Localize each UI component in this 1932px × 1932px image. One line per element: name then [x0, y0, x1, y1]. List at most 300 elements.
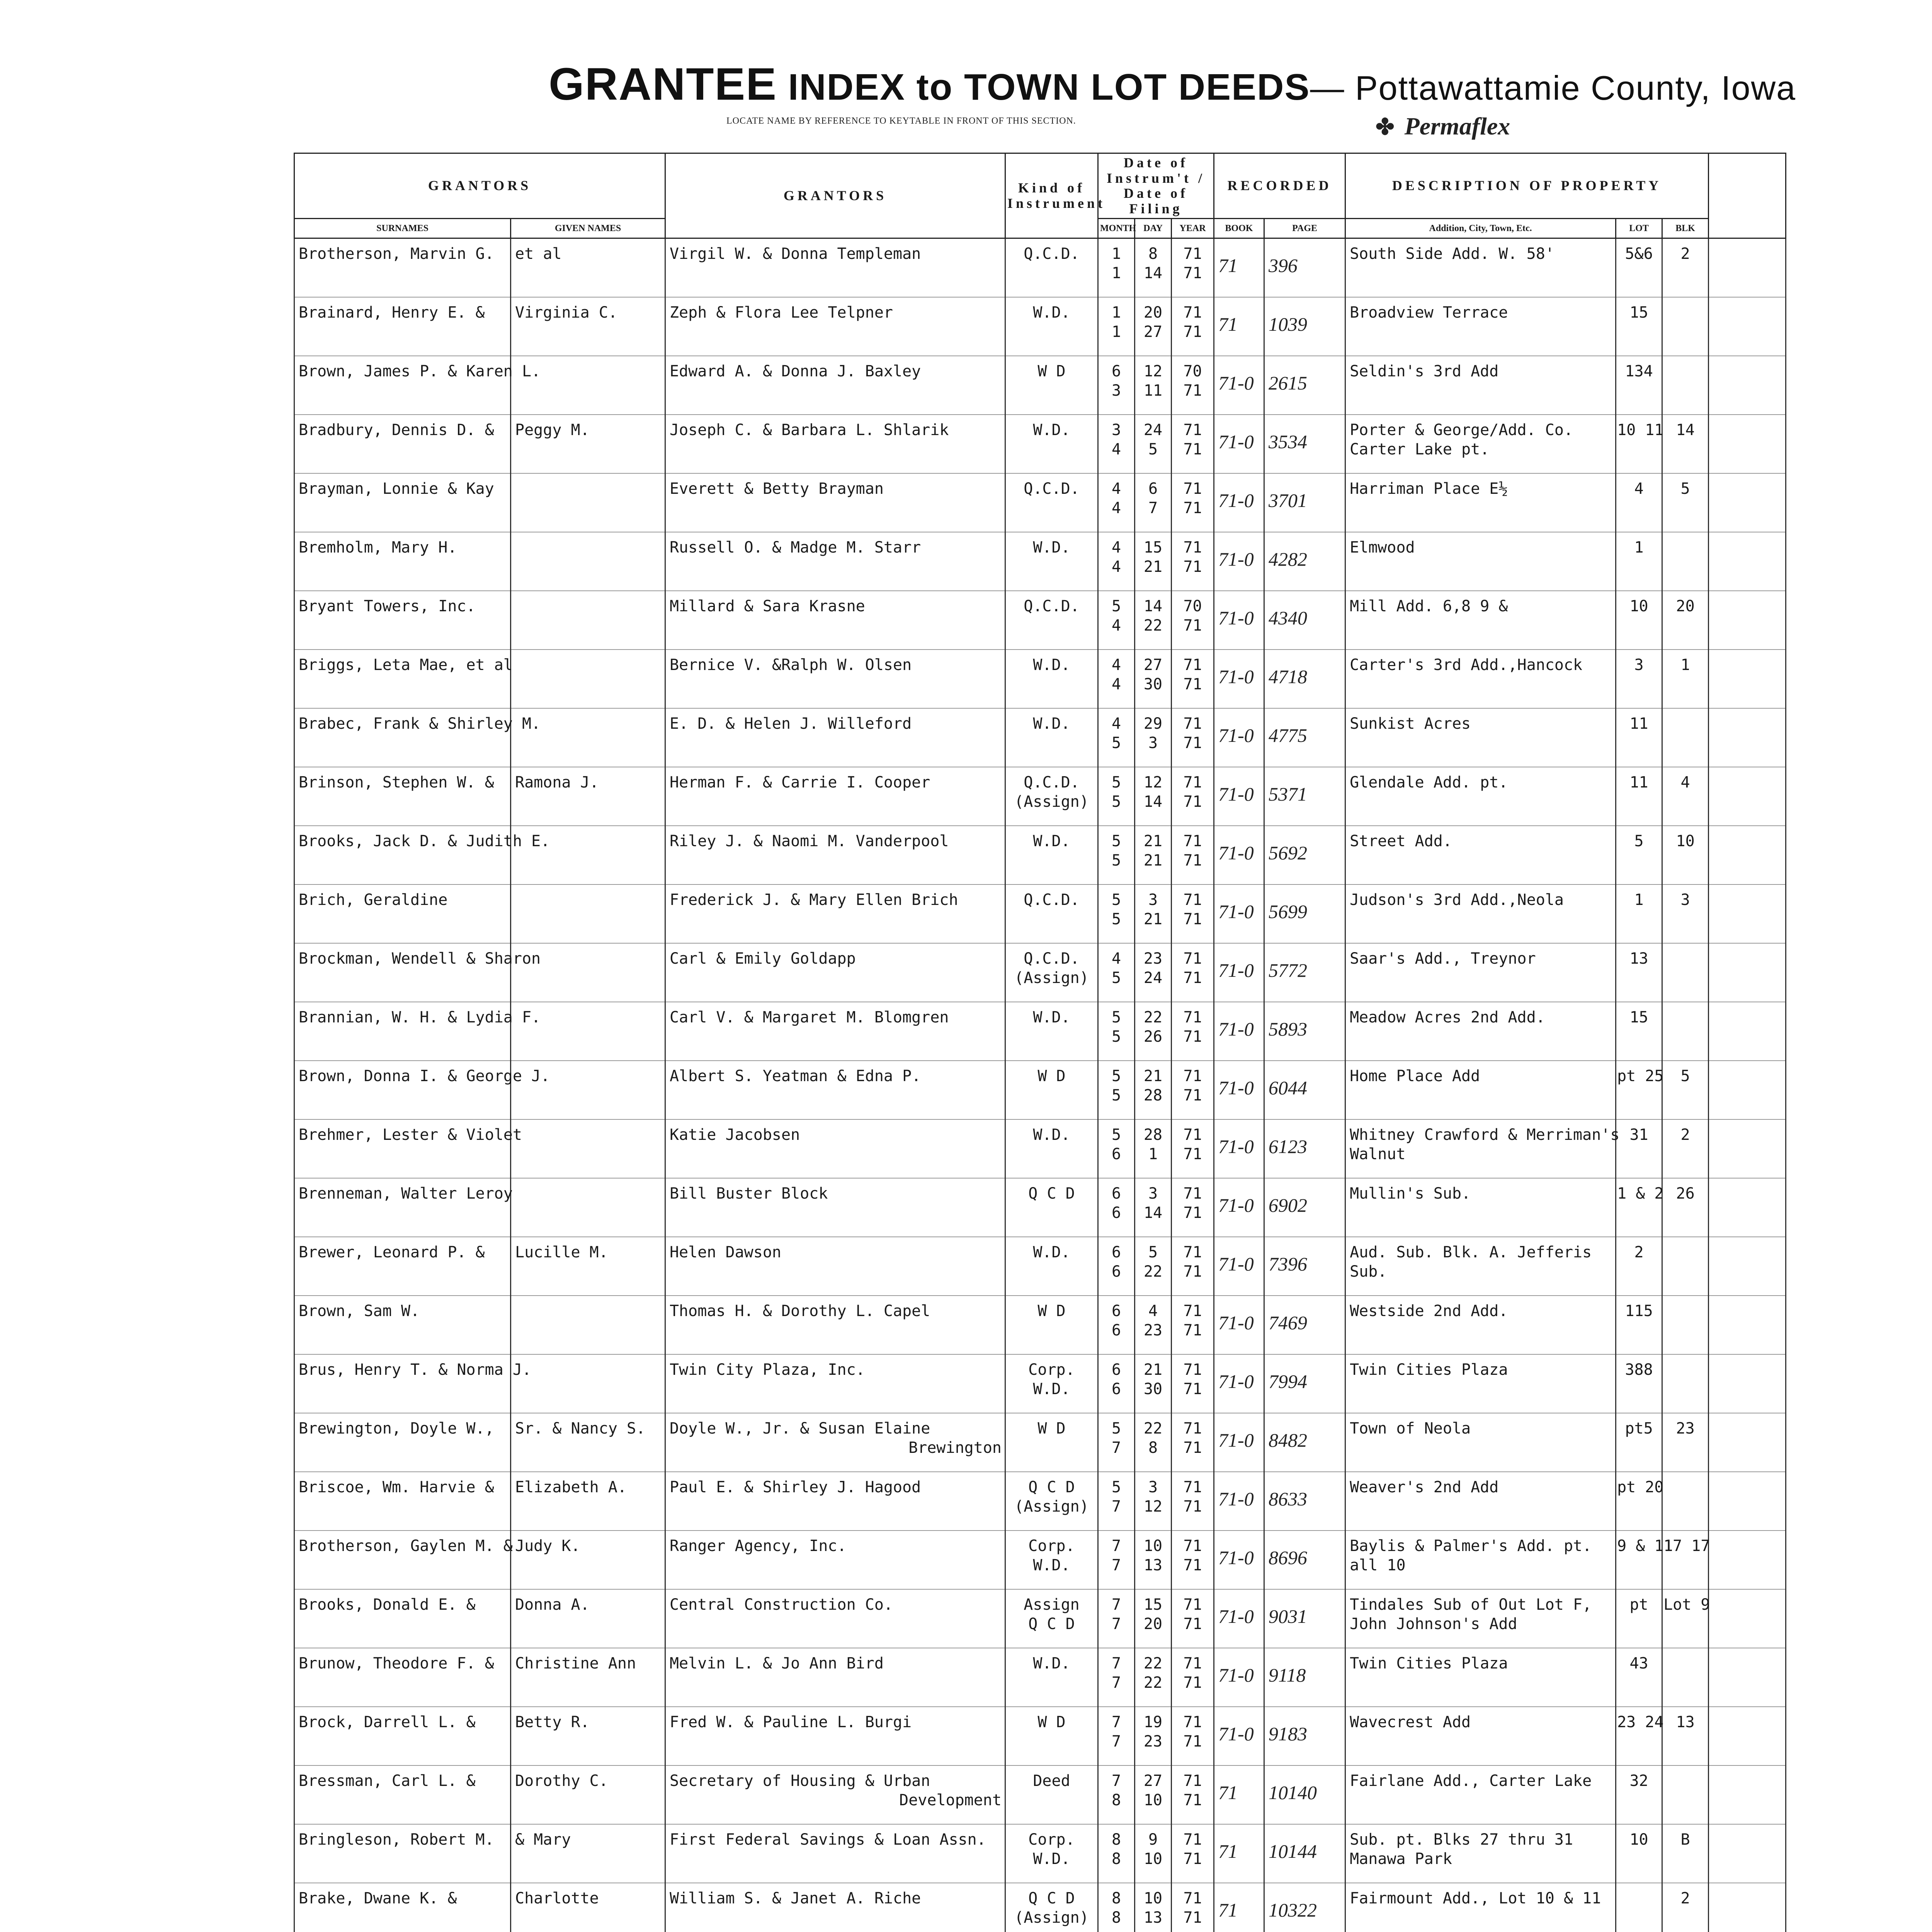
blank-cell [1709, 1472, 1786, 1531]
property-lot: 11 [1616, 708, 1662, 767]
blank-cell [1709, 1296, 1786, 1354]
grantee-surname: Brown, Sam W. [294, 1296, 511, 1354]
date-day-line: 22 [1143, 1654, 1163, 1672]
date-year [1172, 767, 1214, 826]
property-addition-line: Aud. Sub. Blk. A. Jefferis [1350, 1243, 1592, 1261]
date-year-line: 71 [1183, 1126, 1202, 1144]
instrument-kind [1005, 943, 1098, 1002]
date-month [1098, 1061, 1135, 1119]
date-day-line: 23 [1143, 1321, 1163, 1339]
brand-logo [1376, 112, 1510, 141]
grantor-names: Helen Dawson [665, 1237, 1005, 1296]
property-lot: 134 [1616, 356, 1662, 415]
property-addition-line: John Johnson's Add [1350, 1615, 1517, 1633]
date-day-line: 22 [1143, 1419, 1163, 1437]
blank-cell [1709, 473, 1786, 532]
date-year-line: 71 [1183, 1791, 1202, 1809]
date-month [1098, 1237, 1135, 1296]
property-lot: 4 [1616, 473, 1662, 532]
blank-cell [1709, 1119, 1786, 1178]
date-month-line: 4 [1111, 499, 1121, 517]
date-month-line: 5 [1111, 773, 1121, 791]
date-month [1098, 473, 1135, 532]
grantee-given-names: Christine Ann [511, 1648, 665, 1707]
index-rows [294, 238, 1786, 1932]
property-addition [1345, 238, 1616, 297]
grantor-names: Albert S. Yeatman & Edna P. [665, 1061, 1005, 1119]
date-month [1098, 1648, 1135, 1707]
property-lot: 11 [1616, 767, 1662, 826]
date-year [1172, 1531, 1214, 1589]
date-day-line: 22 [1143, 1262, 1163, 1281]
date-year [1172, 473, 1214, 532]
date-year [1172, 1119, 1214, 1178]
property-addition [1345, 1354, 1616, 1413]
date-month [1098, 650, 1135, 708]
date-day-line: 27 [1143, 656, 1163, 674]
date-day-line: 12 [1143, 773, 1163, 791]
property-lot: 43 [1616, 1648, 1662, 1707]
table-row [294, 473, 1786, 532]
date-year-line: 70 [1183, 362, 1202, 380]
date-day-line: 3 [1148, 891, 1158, 909]
date-day [1135, 415, 1172, 473]
date-month-line: 6 [1111, 1243, 1121, 1261]
recorded-page: 9183 [1264, 1707, 1345, 1765]
date-year-line: 71 [1183, 949, 1202, 968]
date-year-line: 71 [1183, 1380, 1202, 1398]
property-block: 26 [1662, 1178, 1709, 1237]
date-day-line: 26 [1143, 1027, 1163, 1046]
grantor-names: Thomas H. & Dorothy L. Capel [665, 1296, 1005, 1354]
property-block: 23 [1662, 1413, 1709, 1472]
date-year-line: 71 [1183, 714, 1202, 733]
property-addition-line: Westside 2nd Add. [1350, 1302, 1508, 1320]
recorded-book: 71-0 [1214, 1002, 1264, 1061]
recorded-page: 4718 [1264, 650, 1345, 708]
instrument-kind [1005, 1413, 1098, 1472]
table-row [294, 650, 1786, 708]
date-year [1172, 1707, 1214, 1765]
date-day [1135, 650, 1172, 708]
date-day [1135, 708, 1172, 767]
date-month-line: 4 [1111, 538, 1121, 556]
date-day-line: 10 [1143, 1791, 1163, 1809]
instrument-kind-line: Q.C.D. [1024, 949, 1080, 968]
date-year-line: 71 [1183, 656, 1202, 674]
date-year-line: 71 [1183, 851, 1202, 869]
property-lot: 1 [1616, 532, 1662, 591]
date-day-line: 24 [1143, 969, 1163, 987]
recorded-page: 5699 [1264, 884, 1345, 943]
grantee-surname: Brown, James P. & Karen L. [294, 356, 511, 415]
col-blank [1709, 153, 1786, 238]
date-month [1098, 1472, 1135, 1531]
property-addition-line: Elmwood [1350, 538, 1415, 556]
col-given-names: GIVEN NAMES [511, 219, 665, 238]
instrument-kind-line: Q.C.D. [1024, 891, 1080, 909]
table-row [294, 1589, 1786, 1648]
property-addition [1345, 650, 1616, 708]
property-lot: pt 20 [1616, 1472, 1662, 1531]
property-addition-line: Baylis & Palmer's Add. pt. [1350, 1537, 1592, 1555]
date-day-line: 13 [1143, 1908, 1163, 1927]
date-year-line: 71 [1183, 1008, 1202, 1026]
instrument-kind [1005, 1589, 1098, 1648]
property-addition [1345, 591, 1616, 650]
col-day: DAY [1135, 219, 1172, 238]
grantee-given-names: & Mary [511, 1824, 665, 1883]
date-year-line: 71 [1183, 910, 1202, 928]
date-year-line: 71 [1183, 1830, 1202, 1849]
recorded-book: 71 [1214, 297, 1264, 356]
date-year [1172, 1296, 1214, 1354]
grantor-names: Zeph & Flora Lee Telpner [665, 297, 1005, 356]
date-day-line: 15 [1143, 1595, 1163, 1614]
date-year-line: 71 [1183, 1027, 1202, 1046]
grantor-names: Virgil W. & Donna Templeman [665, 238, 1005, 297]
instrument-kind-line: Q C D [1028, 1184, 1075, 1202]
property-lot: 115 [1616, 1296, 1662, 1354]
property-addition-line: Saar's Add., Treynor [1350, 949, 1536, 968]
recorded-page: 5772 [1264, 943, 1345, 1002]
date-day [1135, 884, 1172, 943]
date-day [1135, 532, 1172, 591]
recorded-page: 2615 [1264, 356, 1345, 415]
table-row [294, 708, 1786, 767]
date-year-line: 71 [1183, 323, 1202, 341]
table-row [294, 1178, 1786, 1237]
date-day-line: 23 [1143, 1732, 1163, 1750]
date-year-line: 71 [1183, 1537, 1202, 1555]
date-year [1172, 1354, 1214, 1413]
property-block: Lot 9 [1662, 1589, 1709, 1648]
date-month-line: 7 [1111, 1713, 1121, 1731]
date-year-line: 71 [1183, 1262, 1202, 1281]
date-year-line: 71 [1183, 773, 1202, 791]
recorded-page: 8482 [1264, 1413, 1345, 1472]
table-row [294, 1296, 1786, 1354]
property-addition [1345, 1296, 1616, 1354]
recorded-page: 9118 [1264, 1648, 1345, 1707]
col-grantors: GRANTORS [665, 153, 1005, 238]
instrument-kind [1005, 1119, 1098, 1178]
recorded-page: 5371 [1264, 767, 1345, 826]
property-block [1662, 297, 1709, 356]
date-day [1135, 1531, 1172, 1589]
date-month-line: 3 [1111, 421, 1121, 439]
grantee-surname: Brannian, W. H. & Lydia F. [294, 1002, 511, 1061]
col-page: PAGE [1264, 219, 1345, 238]
recorded-page: 8696 [1264, 1531, 1345, 1589]
date-year-line: 71 [1183, 480, 1202, 498]
date-month-line: 5 [1111, 1419, 1121, 1437]
date-year-line: 71 [1183, 303, 1202, 321]
property-lot: 31 [1616, 1119, 1662, 1178]
date-day [1135, 1237, 1172, 1296]
blank-cell [1709, 826, 1786, 884]
date-month-line: 8 [1111, 1830, 1121, 1849]
recorded-book: 71-0 [1214, 1589, 1264, 1648]
property-block [1662, 1237, 1709, 1296]
property-block [1662, 1354, 1709, 1413]
property-lot: 10 [1616, 1824, 1662, 1883]
property-addition [1345, 473, 1616, 532]
table-row [294, 1002, 1786, 1061]
property-block [1662, 1002, 1709, 1061]
date-month-line: 5 [1111, 597, 1121, 615]
grantee-given-names: Virginia C. [511, 297, 665, 356]
date-year [1172, 708, 1214, 767]
date-day-line: 27 [1143, 323, 1163, 341]
date-month-line: 7 [1111, 1595, 1121, 1614]
instrument-kind [1005, 650, 1098, 708]
recorded-book: 71-0 [1214, 1178, 1264, 1237]
date-month-line: 6 [1111, 1380, 1121, 1398]
grantor-names: Katie Jacobsen [665, 1119, 1005, 1178]
col-year: YEAR [1172, 219, 1214, 238]
property-block: 5 [1662, 1061, 1709, 1119]
date-day [1135, 1883, 1172, 1932]
date-day-line: 5 [1148, 1243, 1158, 1261]
date-day [1135, 1061, 1172, 1119]
property-addition-line: Seldin's 3rd Add [1350, 362, 1499, 380]
date-day-line: 11 [1143, 381, 1163, 400]
recorded-book: 71-0 [1214, 1061, 1264, 1119]
date-day-line: 30 [1143, 675, 1163, 693]
instrument-kind-line: W.D. [1033, 1380, 1070, 1398]
instrument-kind [1005, 1354, 1098, 1413]
date-year-line: 71 [1183, 245, 1202, 263]
date-day [1135, 1413, 1172, 1472]
recorded-book: 71-0 [1214, 1296, 1264, 1354]
col-blk: BLK [1662, 219, 1709, 238]
date-year-line: 71 [1183, 891, 1202, 909]
grantor-names: Fred W. & Pauline L. Burgi [665, 1707, 1005, 1765]
recorded-page: 8633 [1264, 1472, 1345, 1531]
date-day [1135, 826, 1172, 884]
property-addition [1345, 1765, 1616, 1824]
recorded-page: 4282 [1264, 532, 1345, 591]
property-addition-line: Meadow Acres 2nd Add. [1350, 1008, 1545, 1026]
date-month-line: 7 [1111, 1673, 1121, 1692]
blank-cell [1709, 1413, 1786, 1472]
date-year-line: 71 [1183, 1497, 1202, 1515]
date-day-line: 22 [1143, 1008, 1163, 1026]
recorded-book: 71 [1214, 1883, 1264, 1932]
property-lot: 13 [1616, 943, 1662, 1002]
blank-cell [1709, 1648, 1786, 1707]
date-day-line: 13 [1143, 1556, 1163, 1574]
col-lot: LOT [1616, 219, 1662, 238]
grantee-surname: Brewer, Leonard P. & [294, 1237, 511, 1296]
date-day-line: 10 [1143, 1850, 1163, 1868]
table-row [294, 1883, 1786, 1932]
table-row [294, 1648, 1786, 1707]
property-lot: 5&6 [1616, 238, 1662, 297]
date-month-line: 6 [1111, 1361, 1121, 1379]
property-addition-line: Judson's 3rd Add.,Neola [1350, 891, 1564, 909]
grantee-given-names: Betty R. [511, 1707, 665, 1765]
grantee-given-names [511, 884, 665, 943]
property-block: 4 [1662, 767, 1709, 826]
property-block: 17 17 [1662, 1531, 1709, 1589]
blank-cell [1709, 884, 1786, 943]
property-lot: pt5 [1616, 1413, 1662, 1472]
grantee-surname: Bremholm, Mary H. [294, 532, 511, 591]
grantor-names: E. D. & Helen J. Willeford [665, 708, 1005, 767]
date-year-line: 71 [1183, 969, 1202, 987]
instrument-kind [1005, 1237, 1098, 1296]
title-main: GRANTEE [549, 59, 777, 110]
property-addition [1345, 1472, 1616, 1531]
date-year [1172, 1765, 1214, 1824]
blank-cell [1709, 591, 1786, 650]
col-dates: Date of Instrum't / Date of Filing [1098, 153, 1214, 219]
date-month [1098, 1296, 1135, 1354]
date-month-line: 5 [1111, 1008, 1121, 1026]
date-month [1098, 356, 1135, 415]
table-row [294, 297, 1786, 356]
recorded-page: 3701 [1264, 473, 1345, 532]
instrument-kind [1005, 532, 1098, 591]
date-month-line: 5 [1111, 969, 1121, 987]
date-year [1172, 591, 1214, 650]
grantee-surname: Brooks, Donald E. & [294, 1589, 511, 1648]
date-year-line: 71 [1183, 1302, 1202, 1320]
date-day-line: 30 [1143, 1380, 1163, 1398]
grantee-surname: Brunow, Theodore F. & [294, 1648, 511, 1707]
property-block: 10 [1662, 826, 1709, 884]
date-year-line: 71 [1183, 381, 1202, 400]
grantee-surname: Bringleson, Robert M. [294, 1824, 511, 1883]
table-row [294, 1061, 1786, 1119]
property-addition [1345, 1413, 1616, 1472]
property-addition-line: Carter's 3rd Add.,Hancock [1350, 656, 1583, 674]
grantee-surname: Brich, Geraldine [294, 884, 511, 943]
date-month-line: 7 [1111, 1772, 1121, 1790]
blank-cell [1709, 767, 1786, 826]
property-lot: 9 & 11 [1616, 1531, 1662, 1589]
date-month [1098, 767, 1135, 826]
date-month-line: 6 [1111, 1262, 1121, 1281]
property-addition [1345, 1648, 1616, 1707]
recorded-book: 71-0 [1214, 826, 1264, 884]
blank-cell [1709, 238, 1786, 297]
date-year-line: 71 [1183, 1615, 1202, 1633]
date-day [1135, 1296, 1172, 1354]
instrument-kind-line: Q.C.D. [1024, 480, 1080, 498]
date-month-line: 7 [1111, 1615, 1121, 1633]
date-year-line: 71 [1183, 1321, 1202, 1339]
grantee-surname: Brinson, Stephen W. & [294, 767, 511, 826]
title-county: — Pottawattamie County, Iowa [1310, 69, 1796, 107]
recorded-book: 71-0 [1214, 1707, 1264, 1765]
date-day [1135, 356, 1172, 415]
recorded-book: 71 [1214, 1824, 1264, 1883]
date-day-line: 21 [1143, 1361, 1163, 1379]
property-addition [1345, 1002, 1616, 1061]
property-addition [1345, 708, 1616, 767]
date-month-line: 8 [1111, 1889, 1121, 1907]
property-addition [1345, 943, 1616, 1002]
grantor-names: Melvin L. & Jo Ann Bird [665, 1648, 1005, 1707]
property-addition-line: Twin Cities Plaza [1350, 1654, 1508, 1672]
property-addition-line: Broadview Terrace [1350, 303, 1508, 321]
property-addition [1345, 826, 1616, 884]
property-block [1662, 356, 1709, 415]
date-month-line: 5 [1111, 891, 1121, 909]
recorded-book: 71-0 [1214, 1119, 1264, 1178]
property-lot: 388 [1616, 1354, 1662, 1413]
date-month-line: 4 [1111, 675, 1121, 693]
instrument-kind [1005, 473, 1098, 532]
date-month-line: 1 [1111, 303, 1121, 321]
date-day-line: 8 [1148, 1439, 1158, 1457]
grantee-given-names: Judy K. [511, 1531, 665, 1589]
date-day [1135, 1472, 1172, 1531]
date-day-line: 21 [1143, 558, 1163, 576]
recorded-page: 6123 [1264, 1119, 1345, 1178]
instrument-kind [1005, 591, 1098, 650]
date-year [1172, 1178, 1214, 1237]
date-month [1098, 1765, 1135, 1824]
date-day-line: 3 [1148, 1184, 1158, 1202]
recorded-page: 6044 [1264, 1061, 1345, 1119]
date-year-line: 71 [1183, 440, 1202, 458]
recorded-page: 6902 [1264, 1178, 1345, 1237]
property-addition-line: Twin Cities Plaza [1350, 1361, 1508, 1379]
table-row [294, 356, 1786, 415]
instrument-kind-line: W.D. [1033, 538, 1070, 556]
instrument-kind-line: W.D. [1033, 714, 1070, 733]
instrument-kind-line: W D [1037, 362, 1066, 380]
grantor-names: Frederick J. & Mary Ellen Brich [665, 884, 1005, 943]
date-year [1172, 1061, 1214, 1119]
table-row [294, 1354, 1786, 1413]
table-row [294, 591, 1786, 650]
grantee-surname: Briscoe, Wm. Harvie & [294, 1472, 511, 1531]
date-day [1135, 1589, 1172, 1648]
instrument-kind [1005, 1061, 1098, 1119]
property-lot [1616, 1883, 1662, 1932]
instrument-kind-line: Q.C.D. [1024, 773, 1080, 791]
instrument-kind-line: W.D. [1033, 303, 1070, 321]
date-day-line: 20 [1143, 303, 1163, 321]
recorded-page: 4340 [1264, 591, 1345, 650]
blank-cell [1709, 1883, 1786, 1932]
date-month [1098, 884, 1135, 943]
date-month [1098, 1002, 1135, 1061]
property-addition [1345, 884, 1616, 943]
col-description: DESCRIPTION OF PROPERTY [1345, 153, 1709, 219]
grantee-surname: Brake, Dwane K. & [294, 1883, 511, 1932]
instrument-kind [1005, 1002, 1098, 1061]
date-month-line: 7 [1111, 1732, 1121, 1750]
date-day-line: 21 [1143, 1067, 1163, 1085]
property-lot: 10 11 [1616, 415, 1662, 473]
grantee-given-names [511, 591, 665, 650]
instrument-kind-line: Assign [1024, 1595, 1080, 1614]
property-addition-line: Whitney Crawford & Merriman's [1350, 1126, 1620, 1144]
grantee-surname: Brooks, Jack D. & Judith E. [294, 826, 511, 884]
instrument-kind [1005, 1472, 1098, 1531]
property-lot: 32 [1616, 1765, 1662, 1824]
date-year-line: 71 [1183, 1361, 1202, 1379]
keytable-instruction: LOCATE NAME BY REFERENCE TO KEYTABLE IN FRONT OF THIS SECTION. [726, 116, 1076, 126]
instrument-kind [1005, 884, 1098, 943]
property-block: 20 [1662, 591, 1709, 650]
